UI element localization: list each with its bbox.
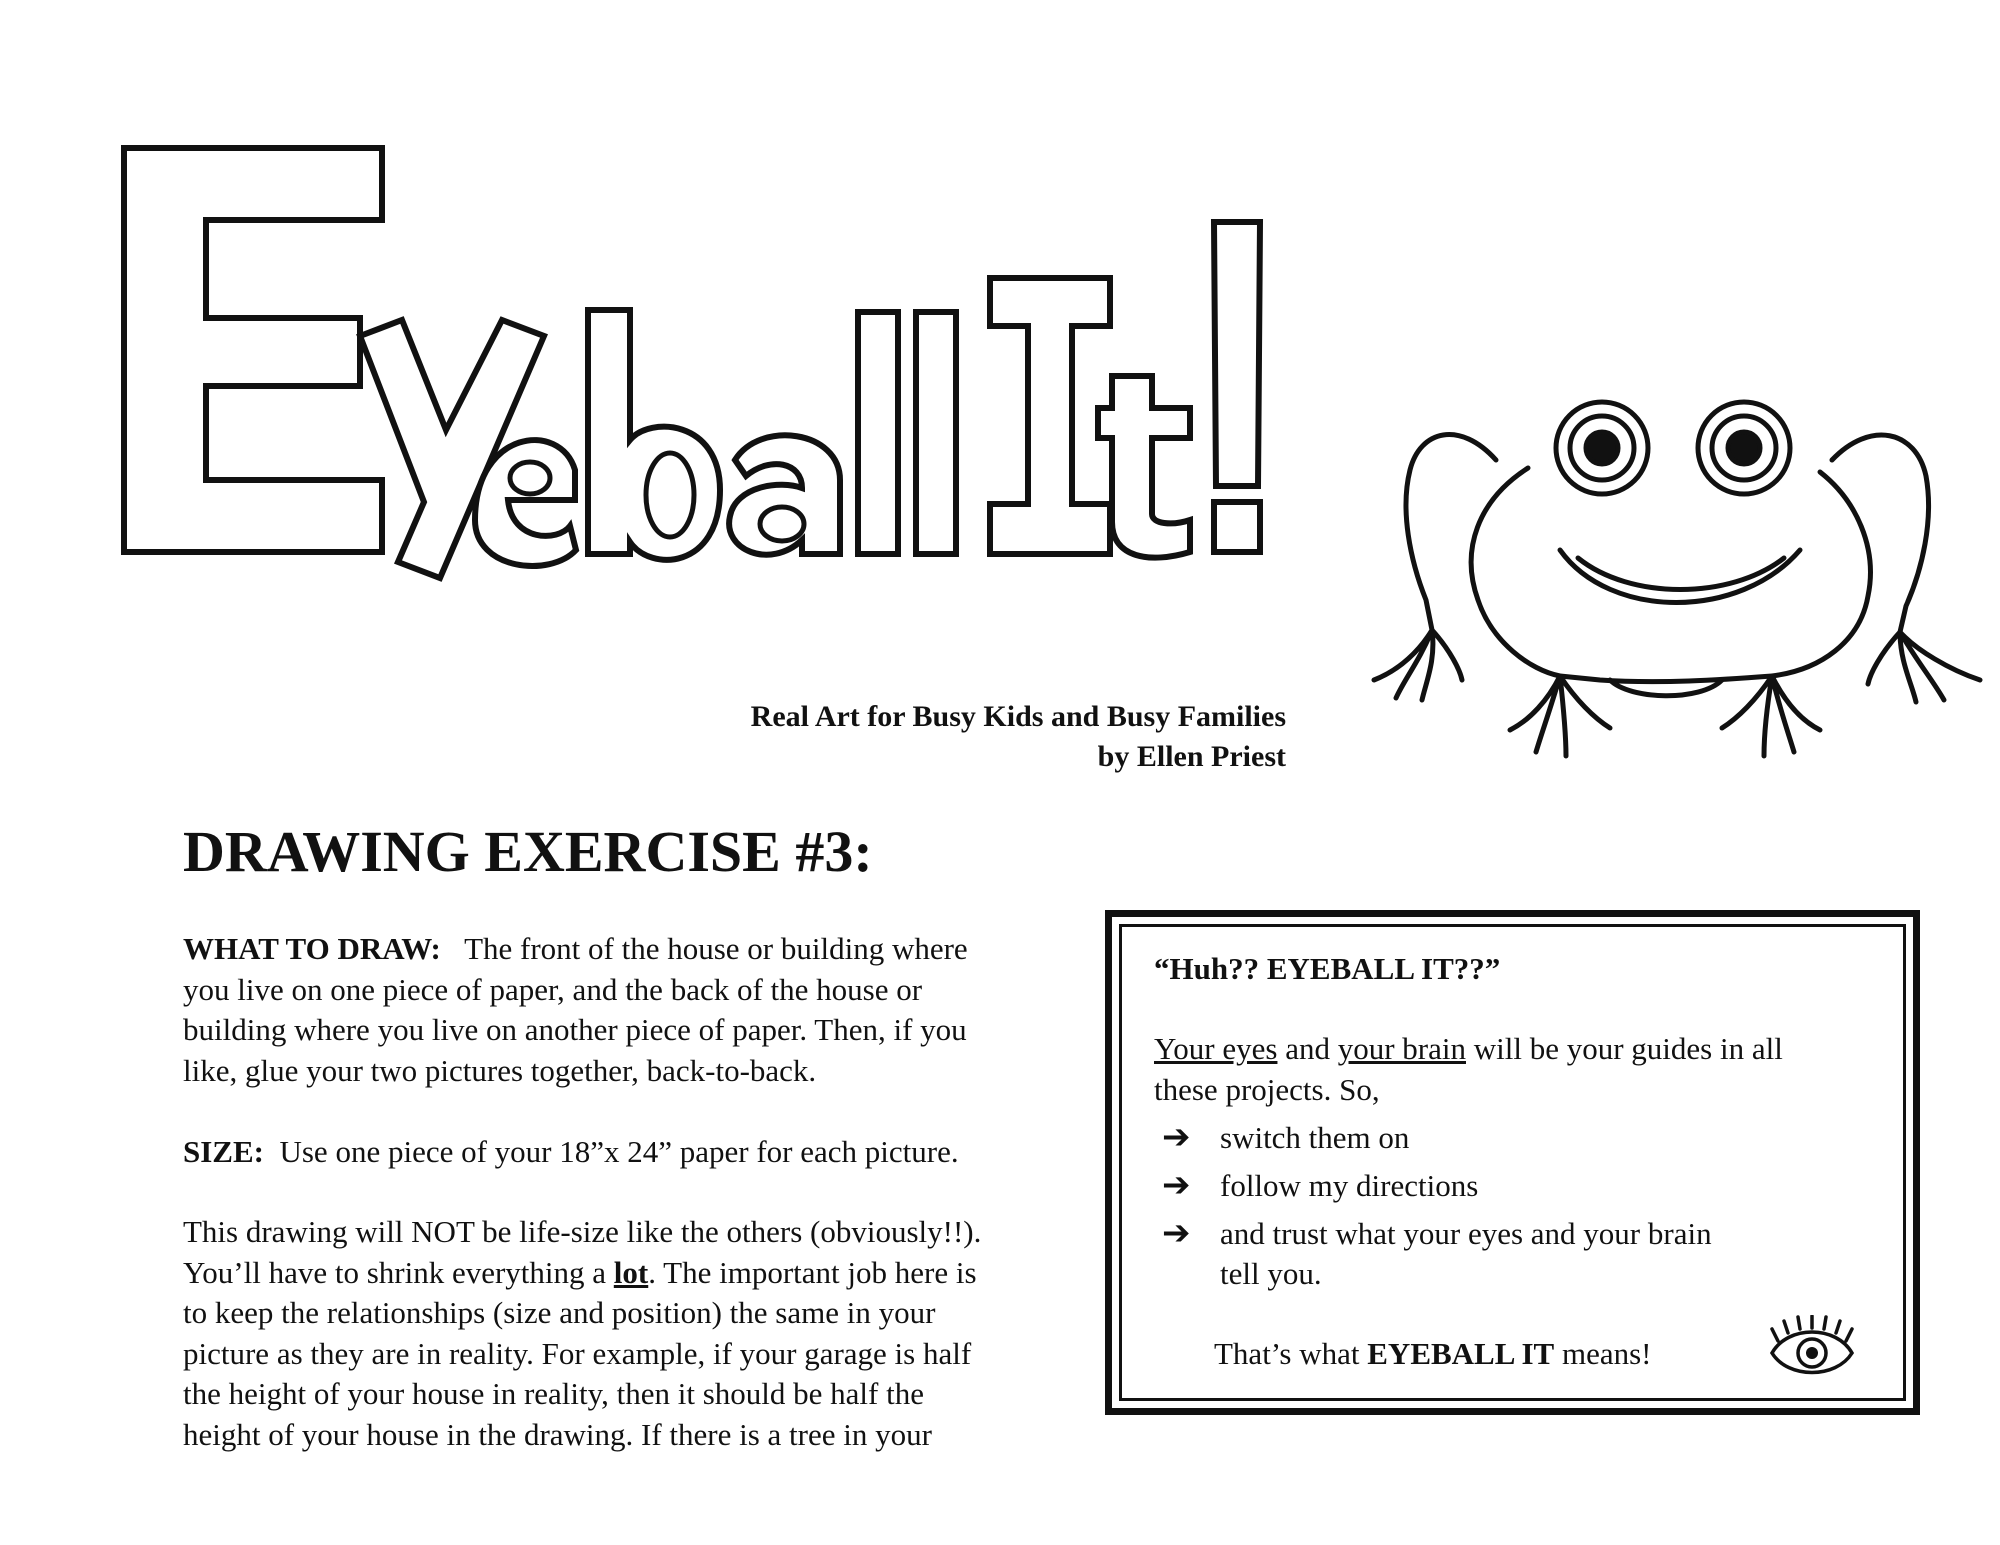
- bullet-item: [1162, 1165, 1478, 1207]
- sidebar-intro: [1154, 1029, 1894, 1110]
- size-label: SIZE:: [183, 1134, 264, 1169]
- bullet-text: and trust what your eyes and your brain: [1220, 1216, 1712, 1251]
- frog-illustration: [1360, 380, 1990, 800]
- arrow-right-icon: ➔: [1162, 1213, 1191, 1253]
- sidebar-title: “Huh?? EYEBALL IT??”: [1154, 951, 1501, 986]
- paragraph-line: to keep the relationships (size and position) the same in your: [183, 1295, 936, 1330]
- what-to-draw-text: like, glue your two pictures together, back-to-back.: [183, 1052, 817, 1088]
- arrow-right-icon: ➔: [1162, 1165, 1191, 1205]
- closing-text: That’s what: [1214, 1336, 1368, 1371]
- paragraph-line: . The important job here is: [648, 1254, 977, 1290]
- bullet-text-continued: tell you.: [1220, 1256, 1322, 1291]
- paragraph-line: This drawing will NOT be life-size like the others (obviously!!).: [183, 1214, 982, 1249]
- relationships-paragraph: [183, 1212, 1083, 1455]
- what-to-draw-text: building where you live on another piece of paper. Then, if you: [183, 1012, 967, 1047]
- bullet-text: switch them on: [1220, 1120, 1410, 1155]
- bullet-text: follow my directions: [1220, 1168, 1479, 1203]
- your-brain-text: your brain: [1337, 1031, 1466, 1066]
- what-to-draw-paragraph: [183, 929, 1083, 1091]
- closing-emphasis: EYEBALL IT: [1367, 1336, 1555, 1371]
- what-to-draw-text: you live on one piece of paper, and the back of the house or: [183, 971, 923, 1007]
- bullet-item: [1162, 1213, 1712, 1255]
- intro-text: these projects. So,: [1154, 1071, 1380, 1107]
- sidebar-closing: [1214, 1334, 1651, 1375]
- bullet-item: [1162, 1117, 1409, 1159]
- size-text: Use one piece of your 18”x 24” paper for each picture.: [279, 1134, 959, 1169]
- size-paragraph: [183, 1132, 1083, 1173]
- what-to-draw-label: WHAT TO DRAW:: [183, 931, 441, 966]
- paragraph-line: height of your house in the drawing. If there is a tree in your: [183, 1416, 932, 1452]
- paragraph-line: the height of your house in reality, then it should be half the: [183, 1376, 924, 1411]
- eyeball-it-logo: [110, 130, 1410, 600]
- paragraph-line: You’ll have to shrink everything a: [183, 1254, 614, 1290]
- sidebar-inner-frame: [1119, 924, 1906, 1401]
- paragraph-line: picture as they are in reality. For example, if your garage is half: [183, 1335, 972, 1371]
- arrow-right-icon: ➔: [1162, 1117, 1191, 1157]
- eyeball-it-sidebar: [1105, 910, 1920, 1415]
- what-to-draw-text: The front of the house or building where: [464, 931, 968, 966]
- subtitle-line: Real Art for Busy Kids and Busy Families: [750, 700, 1286, 733]
- eye-icon: [1762, 1315, 1862, 1385]
- your-eyes-text: Your eyes: [1154, 1031, 1278, 1066]
- intro-text: will be your guides in all: [1466, 1031, 1783, 1066]
- intro-text: and: [1277, 1031, 1338, 1066]
- exercise-title: DRAWING EXERCISE #3:: [183, 819, 873, 884]
- author-byline: by Ellen Priest: [1097, 740, 1286, 773]
- closing-text: means!: [1554, 1336, 1652, 1371]
- emphasis-lot: lot: [613, 1254, 649, 1290]
